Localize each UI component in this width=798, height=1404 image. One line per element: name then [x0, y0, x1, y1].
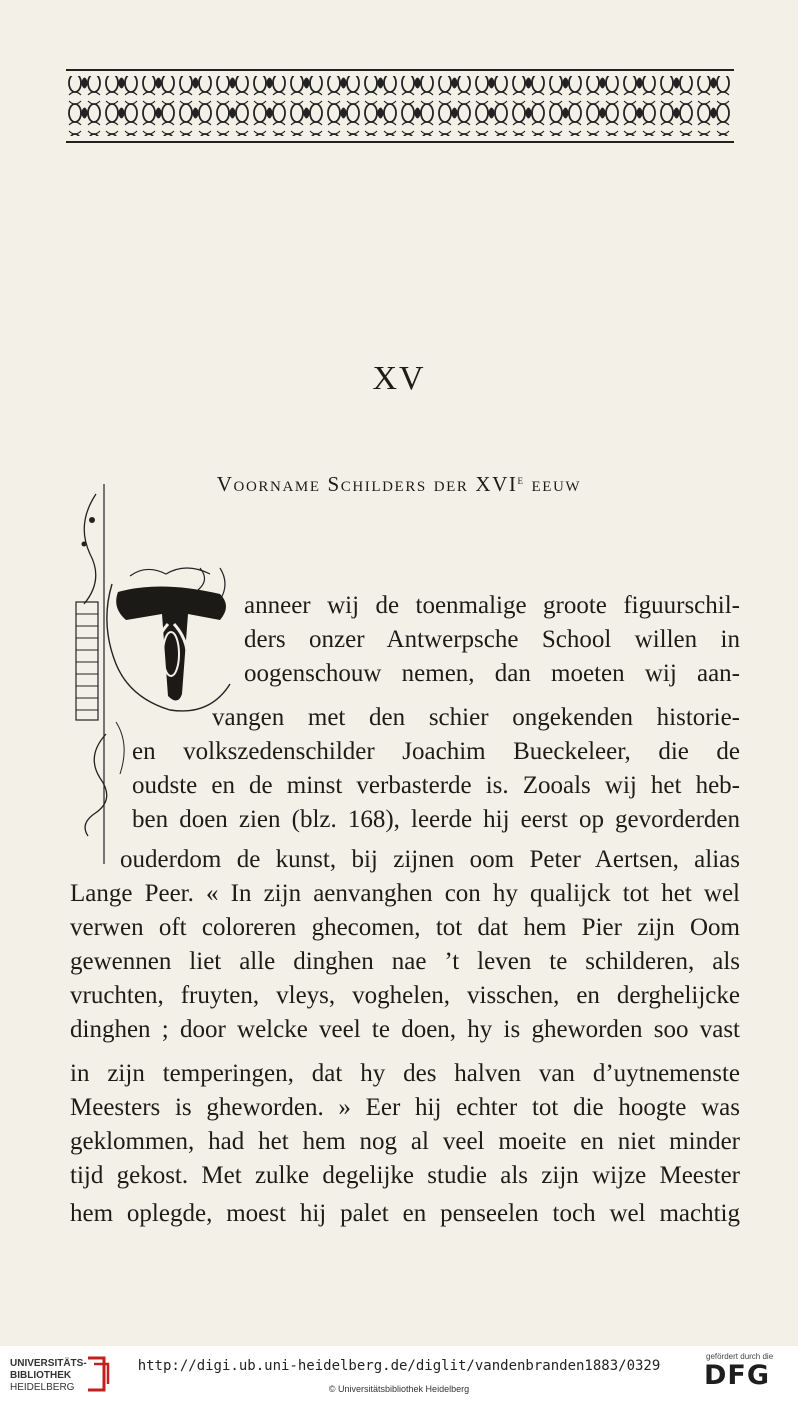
copyright-notice: © Universitätsbibliothek Heidelberg [328, 1384, 470, 1394]
text-line-6: oudste en de minst verbasterde is. Zooals wij het heb- [132, 772, 740, 799]
text-line-4: vangen met den schier ongekenden historie- [212, 704, 740, 731]
text-line-13: dinghen ; door welcke veel te doen, hy is gheworden soo vast [70, 1016, 740, 1043]
funded-by-label: gefördert durch die [706, 1352, 774, 1361]
text-line-3: oogenschouw nemen, dan moeten wij aan- [244, 660, 740, 687]
text-line-11: gewennen liet alle dinghen nae ’t leven te schilderen, als [70, 948, 740, 975]
library-name-line-3: HEIDELBERG [10, 1382, 75, 1393]
chapter-numeral: XV [372, 360, 426, 397]
text-line-5: en volkszedenschilder Joachim Bueckeleer, die de [132, 738, 740, 765]
text-line-16: geklommen, had het hem nog al veel moeite en niet minder [70, 1128, 740, 1155]
text-line-7: ben doen zien (blz. 168), leerde hij eerst op gevorderden [132, 806, 740, 833]
text-line-18: hem oplegde, moest hij palet en penseelen toch wel machtig [70, 1200, 740, 1227]
text-line-15: Meesters is gheworden. » Eer hij echter tot die hoogte was [70, 1094, 740, 1121]
text-line-14: in zijn temperingen, dat hy des halven van d’uytnemenste [70, 1060, 740, 1087]
text-line-17: tijd gekost. Met zulke degelijke studie als zijn wijze Meester [70, 1162, 740, 1189]
text-line-9: Lange Peer. « In zijn aenvanghen con hy qualijck tot het wel [70, 880, 740, 907]
text-line-2: ders onzer Antwerpsche School willen in [244, 626, 740, 653]
chapter-title-tail: eeuw [524, 472, 582, 496]
chapter-title-main: Voorname Schilders der XVI [216, 472, 518, 496]
text-line-1: anneer wij de toenmalige groote figuurschil- [244, 592, 740, 619]
library-name-line-2: BIBLIOTHEK [10, 1370, 72, 1381]
dfg-logo: DFG [704, 1360, 771, 1391]
text-line-8: ouderdom de kunst, bij zijnen oom Peter Aertsen, alias [120, 846, 740, 873]
text-line-12: vruchten, fruyten, vleys, voghelen, visschen, en derghelijcke [70, 982, 740, 1009]
library-name-line-1: UNIVERSITÄTS- [10, 1358, 87, 1369]
source-url-link[interactable]: http://digi.ub.uni-heidelberg.de/diglit/vandenbranden1883/0329 [137, 1358, 661, 1374]
text-line-10: verwen oft coloreren ghecomen, tot dat hem Pier zijn Oom [70, 914, 740, 941]
ornamental-header-band [66, 68, 734, 144]
digitization-footer [0, 1346, 798, 1404]
chapter-title-superscript: e [517, 472, 525, 487]
